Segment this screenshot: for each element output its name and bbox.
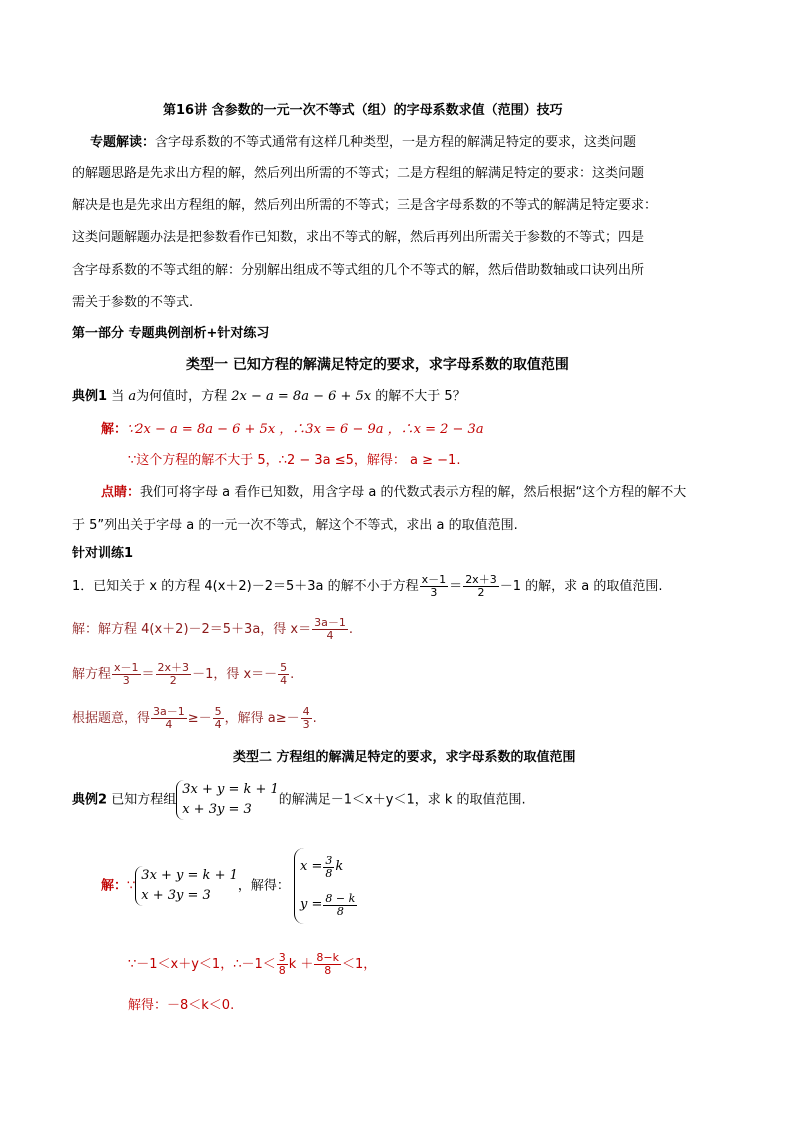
note-line1 [101,483,686,503]
solution2-line1: 解：∵ 3x + y = k + 1 x + 3y = 3 ，解得： x = $\frac{3}{8}$ k y = $\frac{8 - k}{8}$ [101,848,358,924]
question-prefix: 1．已知关于 x 的方程 4(x＋2)－2＝5＋3a 的解不小于方程 [72,579,419,594]
intro-line-6: 需关于参数的不等式. [72,295,194,310]
note-label: 点睛： [101,485,141,500]
example2-text-a: 已知方程组 [111,792,177,808]
answer3-fraction-1: $\frac{3a-1}{4}$ [153,705,185,731]
solution2-label: 解： [101,878,128,894]
practice1-answer-3: 根据题意，得 $\frac{3a-1}{4}$ ≥－ $\frac{5}{4}$ ，解得 a≥－ $\frac{4}{3}$ . [72,705,317,731]
part1-heading: 第一部分 专题典例剖析+针对练习 [72,326,270,341]
answer2-fraction-2: $\frac{2x+3}{2}$ [157,661,190,687]
intro-line-3: 解决是也是先求出方程组的解，然后列出所需的不等式；三是含字母系数的不等式的解满足特定要求： [72,198,658,213]
intro-line-5: 含字母系数的不等式组的解：分别解出组成不等式组的几个不等式的解，然后借助数轴或口诀列出所 [72,263,645,278]
solution1-label: 解： [101,422,128,437]
question-fraction-1: $\frac{x-1}{3}$ [421,573,447,599]
example1-text-b: 为何值时，方程 [136,389,228,404]
example1-var-a: a [128,389,137,404]
solution2-system: 3x + y = k + 1 x + 3y = 3 [135,866,238,906]
line2-fraction-1: $\frac{3}{8}$ [278,951,286,977]
result-y: y = $\frac{8 - k}{8}$ [300,891,356,918]
example1-equation: 2x − a = 8a − 6 + 5x [231,389,372,404]
intro-text-1: 含字母系数的不等式通常有这样几种类型，一是方程的解满足特定的要求，这类问题 [155,135,637,150]
answer3-fraction-3: $\frac{4}{3}$ [302,705,310,731]
result-y-fraction: $\frac{8 - k}{8}$ [325,891,356,918]
example2-text-b: 的解满足－1＜x＋y＜1，求 k 的取值范围. [278,792,526,808]
type2-heading: 类型二 方程组的解满足特定的要求，求字母系数的取值范围 [233,750,576,765]
answer1-fraction: $\frac{3a-1}{4}$ [314,616,346,642]
line2-fraction-2: $\frac{8-k}{8}$ [316,951,340,977]
answer2-fraction-3: $\frac{5}{4}$ [280,661,288,687]
note-text-1: 我们可将字母 a 看作已知数，用含字母 a 的代数式表示方程的解，然后根据“这个方程的解不大 [140,485,687,500]
page-title: 第16讲 含参数的一元一次不等式（组）的字母系数求值（范围）技巧 [163,103,563,118]
practice1-answer-2: 解方程 $\frac{x-1}{3}$ ＝ $\frac{2x+3}{2}$ －1，得 x＝－ $\frac{5}{4}$ . [72,661,295,687]
intro-label: 专题解读： [90,135,156,150]
example2-line [72,780,526,820]
intro-line-2: 的解题思路是先求出方程的解，然后列出所需的不等式；二是方程组的解满足特定的要求：这类问题 [72,166,645,181]
practice1-heading: 针对训练1 [72,546,134,561]
note-line2: 于 5”列出关于字母 a 的一元一次不等式，解这个不等式，求出 a 的取值范围. [72,518,518,533]
question-fraction-2: $\frac{2x+3}{2}$ [465,573,497,599]
answer3-fraction-2: $\frac{5}{4}$ [214,705,222,731]
example2-label: 典例2 [72,792,108,808]
intro-line-4: 这类问题解题办法是把参数看作已知数，求出不等式的解，然后再列出所需关于参数的不等式；四是 [72,230,645,245]
solution2-line3: 解得：－8＜k＜0. [128,998,235,1013]
practice1-answer-1: 解：解方程 4(x＋2)－2＝5＋3a，得 x＝ $\frac{3a-1}{4}$ . [72,616,354,642]
example1-line [72,387,466,407]
question-suffix: －1 的解，求 a 的取值范围. [499,579,663,594]
result-x: x = $\frac{3}{8}$ k [300,853,344,880]
solution1-step1: ∵2x − a = 8a − 6 + 5x ，∴3x = 6 − 9a ，∴x = 2 − 3a [127,422,484,437]
type1-heading: 类型一 已知方程的解满足特定的要求，求字母系数的取值范围 [186,357,569,373]
example1-label: 典例1 [72,389,108,404]
solution1-line1 [101,420,484,440]
intro-line-1 [90,133,636,153]
solution2-line2: ∵－1＜x＋y＜1，∴－1＜ $\frac{3}{8}$ k ＋ $\frac{8-k}{8}$ ＜1， [128,951,377,977]
answer2-fraction-1: $\frac{x-1}{3}$ [114,661,139,687]
example1-text-a: 当 [111,389,125,404]
practice1-question: 1．已知关于 x 的方程 4(x＋2)－2＝5＋3a 的解不小于方程 $\frac{x-1}{3}$ ＝ $\frac{2x+3}{2}$ －1 的解，求 a 的取值范围. [72,573,663,599]
solution2-result-system [294,848,358,924]
example2-system: 3x + y = k + 1 x + 3y = 3 [176,780,279,820]
result-x-fraction: $\frac{3}{8}$ [325,853,333,880]
solution1-line2: ∵这个方程的解不大于 5，∴2 − 3a ≤5，解得： a ≥ −1. [128,453,461,468]
example1-text-c: 的解不大于 5？ [375,389,466,404]
